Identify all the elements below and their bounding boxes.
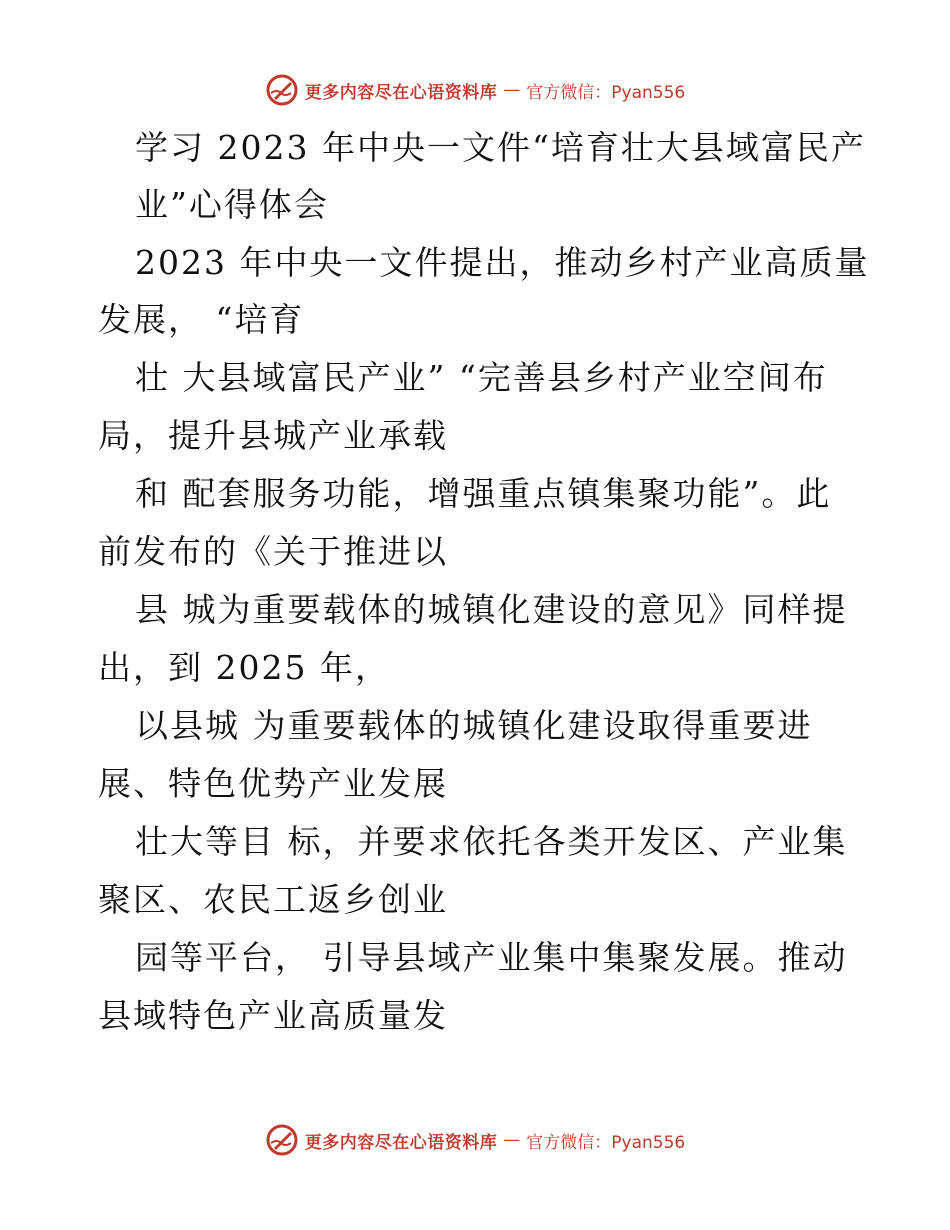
doc-line: 业”心得体会 xyxy=(135,185,329,224)
doc-line: 壮大等目 标，并要求依托各类开发区、产业集 xyxy=(135,822,848,861)
doc-line: 县 城为重要载体的城镇化建设的意见》同样提 xyxy=(135,590,848,629)
doc-line: 和 配套服务功能，增强重点镇集聚功能”。此 xyxy=(135,474,832,513)
doc-line: 壮 大县域富民产业” “完善县乡村产业空间布 xyxy=(135,358,828,397)
banner-contact: 官方微信：Pyan556 xyxy=(526,1132,686,1153)
doc-line: 前发布的《关于推进以 xyxy=(98,532,448,571)
footer-banner xyxy=(0,1120,950,1160)
quill-logo-icon xyxy=(265,1123,299,1157)
banner-brand: 更多内容尽在心语资料库 xyxy=(304,82,498,103)
banner-separator: — xyxy=(503,80,521,100)
banner-contact: 官方微信：Pyan556 xyxy=(526,82,686,103)
banner-brand: 更多内容尽在心语资料库 xyxy=(304,1132,498,1153)
doc-line: 发展， “培育 xyxy=(98,300,305,339)
doc-line: 学习 2023 年中央一文件“培育壮大县域富民产 xyxy=(135,128,866,167)
doc-line: 县域特色产业高质量发 xyxy=(98,996,448,1035)
doc-line: 2023 年中央一文件提出，推动乡村产业高质量 xyxy=(135,243,870,282)
doc-line: 园等平台， 引导县域产业集中集聚发展。推动 xyxy=(135,938,848,977)
doc-line: 局，提升县城产业承载 xyxy=(98,416,448,455)
doc-line: 展、特色优势产业发展 xyxy=(98,764,448,803)
doc-line: 出，到 2025 年， xyxy=(98,648,390,687)
quill-logo-icon xyxy=(265,73,299,107)
doc-line: 聚区、农民工返乡创业 xyxy=(98,880,448,919)
header-banner xyxy=(0,70,950,110)
banner-separator: — xyxy=(503,1130,521,1150)
doc-line: 以县城 为重要载体的城镇化建设取得重要进 xyxy=(135,706,813,745)
